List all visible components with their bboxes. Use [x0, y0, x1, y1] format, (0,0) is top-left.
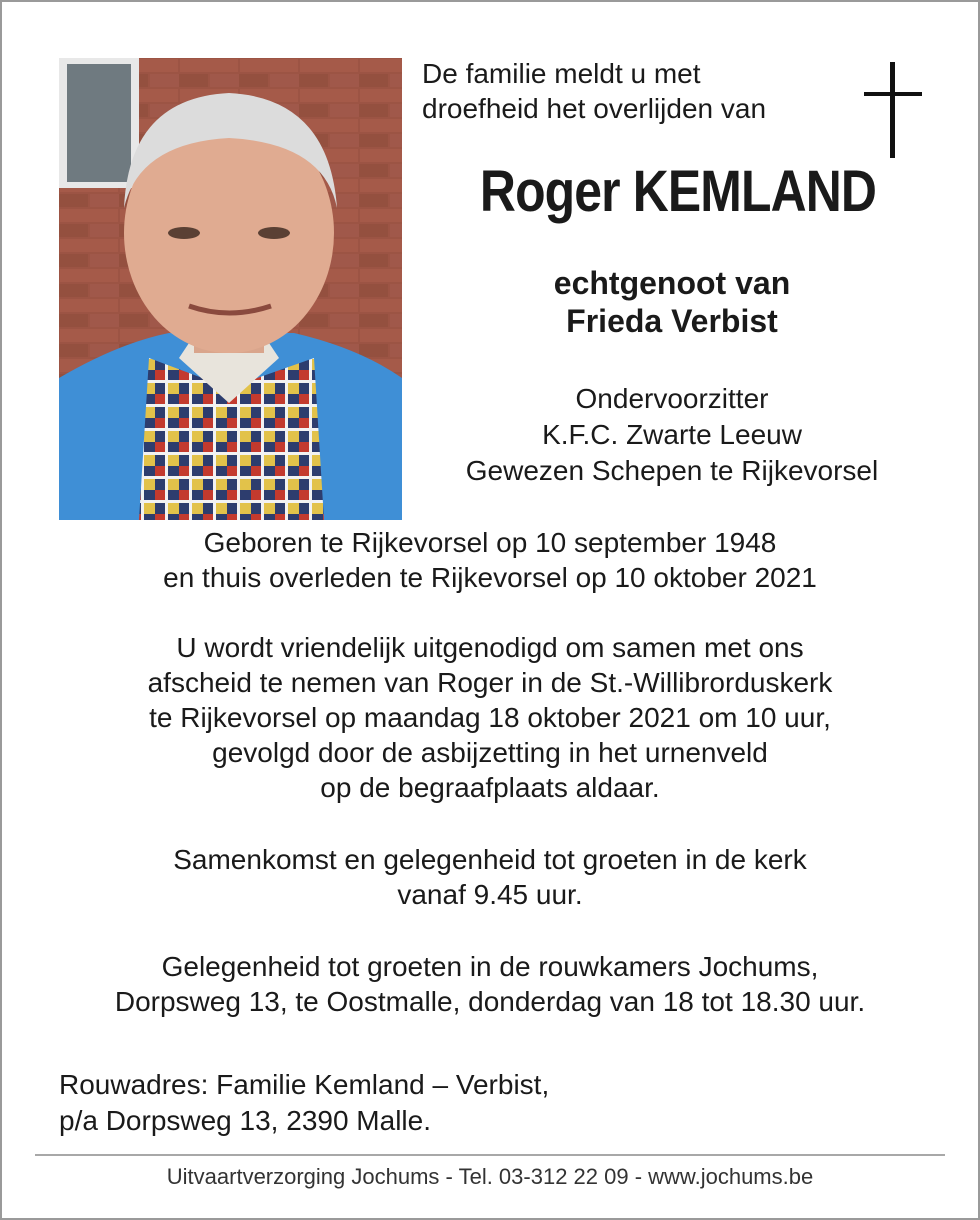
mourning-address: [59, 1067, 919, 1139]
funeral-invitation: [40, 630, 940, 805]
invitation-line: U wordt vriendelijk uitgenodigd om samen met ons: [176, 632, 804, 663]
invitation-line: te Rijkevorsel op maandag 18 oktober 2021 om 10 uur,: [149, 702, 831, 733]
birth-death-info: [40, 525, 940, 595]
latin-cross-icon: [864, 62, 922, 158]
spouse-line: echtgenoot van: [553, 265, 791, 301]
gathering-line: Samenkomst en gelegenheid tot groeten in de kerk: [173, 844, 807, 875]
spouse-info: [410, 264, 934, 340]
role-line: Gewezen Schepen te Rijkevorsel: [465, 455, 879, 486]
birth-death-line: Geboren te Rijkevorsel op 10 september 1948: [203, 527, 777, 558]
viewing-info: [40, 949, 940, 1019]
invitation-line: op de begraafplaats aldaar.: [320, 772, 660, 803]
intro-line: De familie meldt u met: [422, 58, 701, 89]
viewing-line: Gelegenheid tot groeten in de rouwkamers Jochums,: [161, 951, 819, 982]
role-line: Ondervoorzitter: [575, 383, 769, 414]
intro-line: droefheid het overlijden van: [422, 93, 767, 124]
intro-text: [422, 56, 842, 126]
spouse-line: Frieda Verbist: [566, 303, 778, 339]
address-line: p/a Dorpsweg 13, 2390 Malle.: [59, 1105, 431, 1136]
roles: [410, 381, 934, 489]
invitation-line: gevolgd door de asbijzetting in het urnenveld: [212, 737, 768, 768]
footer-divider: [35, 1154, 945, 1156]
portrait-photo: [59, 58, 402, 520]
gathering-line: vanaf 9.45 uur.: [397, 879, 583, 910]
invitation-line: afscheid te nemen van Roger in de St.-Willibrorduskerk: [147, 667, 833, 698]
viewing-line: Dorpsweg 13, te Oostmalle, donderdag van 18 tot 18.30 uur.: [114, 986, 866, 1017]
gathering-info: [40, 842, 940, 912]
funeral-home-footer: Uitvaartverzorging Jochums - Tel. 03-312 22 09 - www.jochums.be: [166, 1164, 814, 1189]
address-line: Rouwadres: Familie Kemland – Verbist,: [59, 1069, 550, 1100]
deceased-name: Roger KEMLAND: [479, 159, 877, 224]
birth-death-line: en thuis overleden te Rijkevorsel op 10 oktober 2021: [163, 562, 817, 593]
role-line: K.F.C. Zwarte Leeuw: [542, 419, 802, 450]
